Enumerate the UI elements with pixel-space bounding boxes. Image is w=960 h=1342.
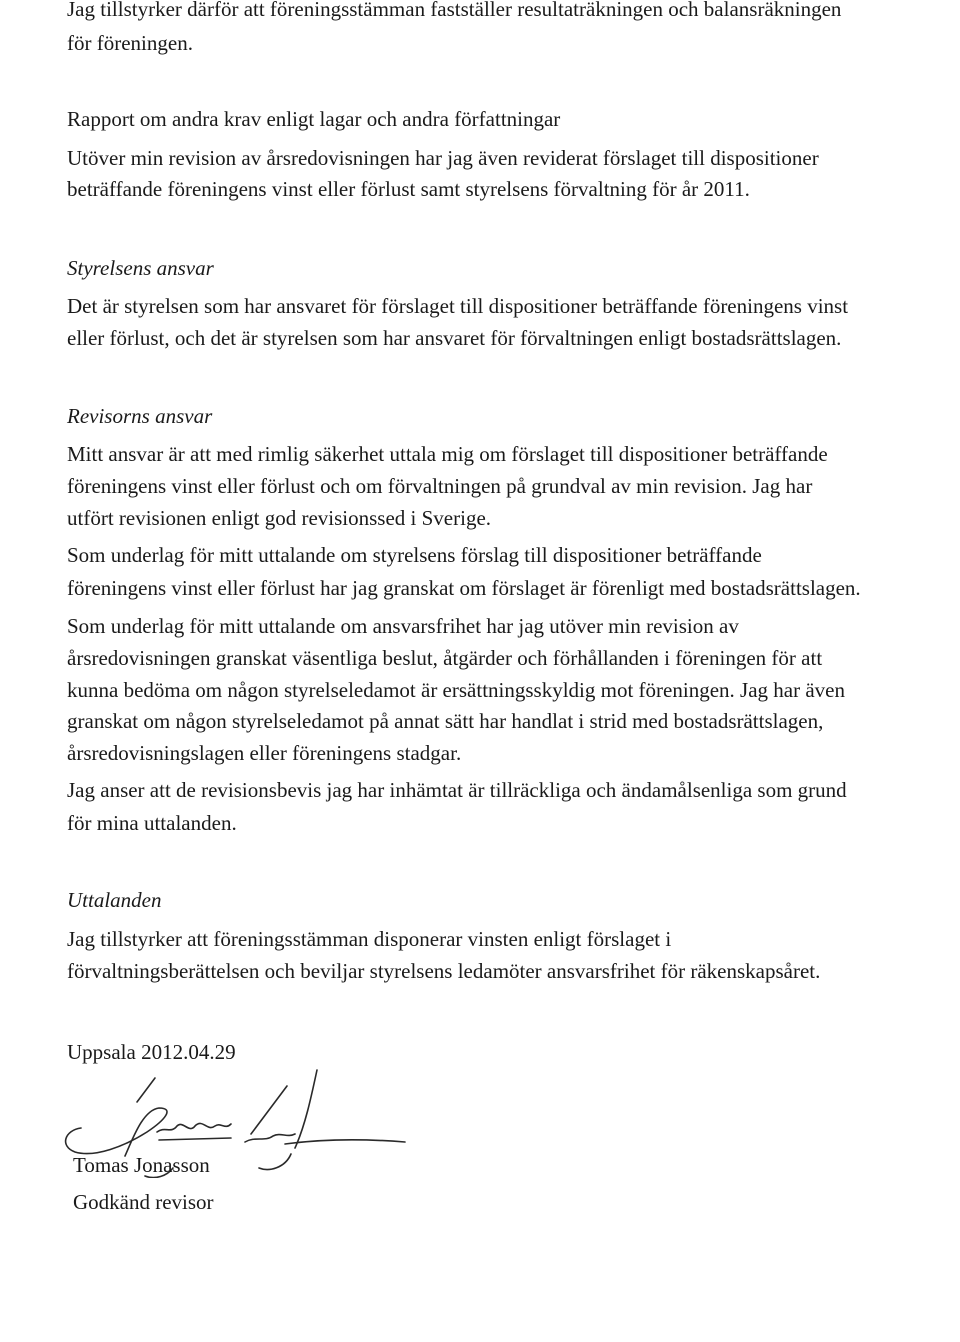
auditor-p2-line-1: Som underlag för mitt uttalande om styrelsens förslag till dispositioner beträffande xyxy=(67,543,762,567)
report-line-1: Utöver min revision av årsredovisningen har jag även reviderat förslaget till dispositioner xyxy=(67,146,819,170)
auditor-p3-line-3: kunna bedöma om någon styrelseledamot är ersättningsskyldig mot föreningen. Jag har även xyxy=(67,678,845,702)
auditor-p4-line-1: Jag anser att de revisionsbevis jag har inhämtat är tillräckliga och ändamålsenliga som grund xyxy=(67,778,847,802)
board-line-2: eller förlust, och det är styrelsen som har ansvaret för förvaltningen enligt bostadsrättslagen. xyxy=(67,326,842,350)
intro-line-2: för föreningen. xyxy=(67,31,193,55)
auditor-p4-line-2: för mina uttalanden. xyxy=(67,811,237,835)
auditor-p3-line-2: årsredovisningen granskat väsentliga beslut, åtgärder och förhållanden i föreningen för att xyxy=(67,646,823,670)
board-line-1: Det är styrelsen som har ansvaret för förslaget till dispositioner beträffande föreningens vinst xyxy=(67,294,849,318)
subheading-board-responsibility: Styrelsens ansvar xyxy=(67,256,214,280)
place-date: Uppsala 2012.04.29 xyxy=(67,1040,236,1064)
report-line-2: beträffande föreningens vinst eller förlust samt styrelsens förvaltning för år 2011. xyxy=(67,177,750,201)
intro-line-1: Jag tillstyrker därför att föreningsstämman fastställer resultaträkningen och balansräkningen xyxy=(67,0,842,21)
statements-line-1: Jag tillstyrker att föreningsstämman disponerar vinsten enligt förslaget i xyxy=(67,927,672,951)
auditor-p3-line-5: årsredovisningslagen eller föreningens stadgar. xyxy=(67,741,462,765)
auditor-p2-line-2: föreningens vinst eller förlust har jag granskat om förslaget är förenligt med bostadsrättslagen. xyxy=(67,576,861,600)
section-heading-report: Rapport om andra krav enligt lagar och andra författningar xyxy=(67,107,561,131)
signer-name: Tomas Jonasson xyxy=(73,1153,210,1177)
subheading-auditor-responsibility: Revisorns ansvar xyxy=(67,404,213,428)
auditor-p1-line-3: utfört revisionen enligt god revisionssed i Sverige. xyxy=(67,506,492,530)
auditor-p3-line-1: Som underlag för mitt uttalande om ansvarsfrihet har jag utöver min revision av xyxy=(67,614,739,638)
auditor-p1-line-1: Mitt ansvar är att med rimlig säkerhet uttala mig om förslaget till dispositioner beträffande xyxy=(67,442,828,466)
subheading-statements: Uttalanden xyxy=(67,888,162,912)
auditor-p3-line-4: granskat om någon styrelseledamot på annat sätt har handlat i strid med bostadsrättslagen, xyxy=(67,709,824,733)
auditor-p1-line-2: föreningens vinst eller förlust och om förvaltningen på grundval av min revision. Jag har xyxy=(67,474,813,498)
signer-title: Godkänd revisor xyxy=(73,1190,214,1214)
statements-line-2: förvaltningsberättelsen och beviljar styrelsens ledamöter ansvarsfrihet för räkenskapsåret. xyxy=(67,959,821,983)
